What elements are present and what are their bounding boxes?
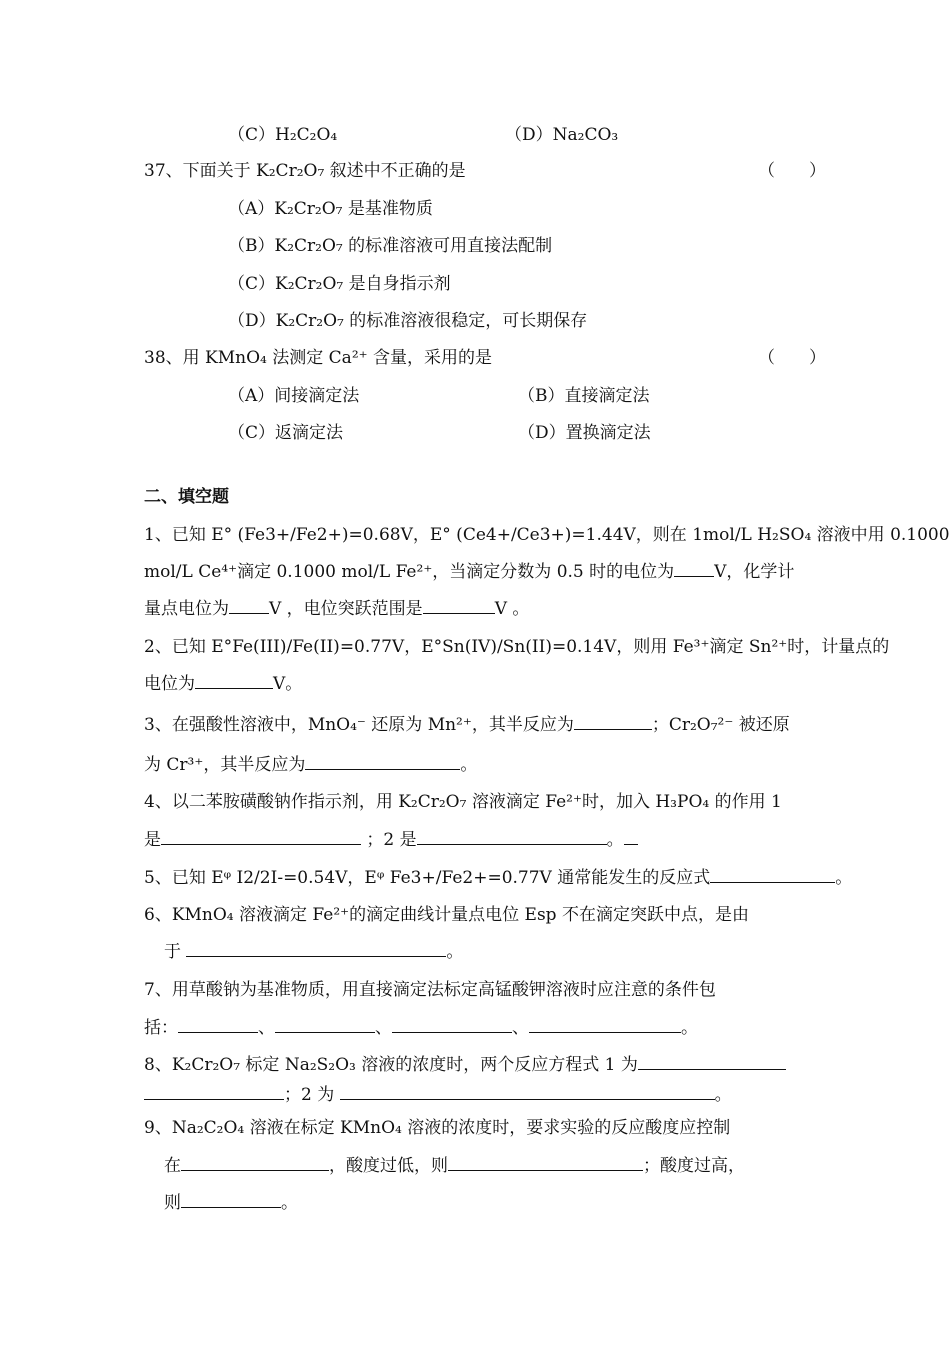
fill-q6-line1: 6、KMnO₄ 溶液滴定 Fe²⁺的滴定曲线计量点电位 Esp 不在滴定突跃中点，是由 bbox=[144, 905, 749, 925]
q38-option-d: （D）置换滴定法 bbox=[518, 423, 651, 443]
q37-option-d: （D）K₂Cr₂O₇ 的标准溶液很稳定，可长期保存 bbox=[228, 311, 588, 331]
q37-option-b: （B）K₂Cr₂O₇ 的标准溶液可用直接法配制 bbox=[228, 236, 553, 256]
fill-q7-blank3[interactable] bbox=[392, 1017, 512, 1033]
fill-q2-blank[interactable] bbox=[195, 673, 273, 689]
fill-q8-line1: 8、K₂Cr₂O₇ 标定 Na₂S₂O₃ 溶液的浓度时，两个反应方程式 1 为 bbox=[144, 1054, 786, 1076]
fill-q8-blank1-cont[interactable] bbox=[144, 1084, 284, 1100]
fill-q5: 5、已知 Eᵠ I2/2I-=0.54V，Eᵠ Fe3+/Fe2+=0.77V 通常能发生的反应式 。 bbox=[144, 868, 853, 888]
fill-q8-blank1[interactable] bbox=[638, 1054, 786, 1070]
fill-q6-line2: 于 。 bbox=[164, 942, 464, 962]
fill-q8-blank2[interactable] bbox=[340, 1084, 715, 1100]
fill-q4-blank2[interactable] bbox=[417, 829, 607, 845]
q37-answer-bracket[interactable]: （ ） bbox=[758, 161, 826, 181]
q36-option-c: （C）H₂C₂O₄ bbox=[228, 125, 338, 145]
fill-q7-line2: 括： 、 、 、 。 bbox=[144, 1018, 698, 1038]
fill-q3-line2: 为 Cr³⁺，其半反应为 。 bbox=[144, 755, 478, 775]
q37-option-a: （A）K₂Cr₂O₇ 是基准物质 bbox=[228, 199, 433, 219]
fill-q2-line1: 2、已知 E°Fe(III)/Fe(II)=0.77V，E°Sn(IV)/Sn(II)=0.14V，则用 Fe³⁺滴定 Sn²⁺时，计量点的 bbox=[144, 637, 890, 657]
fill-q9-line3: 则 。 bbox=[164, 1193, 298, 1213]
fill-q9-blank3[interactable] bbox=[181, 1192, 281, 1208]
q38-stem: 38、用 KMnO₄ 法测定 Ca²⁺ 含量，采用的是 bbox=[144, 348, 493, 368]
fill-q7-blank2[interactable] bbox=[275, 1017, 375, 1033]
q38-option-a: （A）间接滴定法 bbox=[228, 386, 360, 406]
q38-option-c: （C）返滴定法 bbox=[228, 423, 344, 443]
fill-q1-line3: 量点电位为 V ，电位突跃范围是 V 。 bbox=[144, 599, 530, 619]
fill-q7-blank4[interactable] bbox=[529, 1017, 681, 1033]
q37-option-c: （C）K₂Cr₂O₇ 是自身指示剂 bbox=[228, 274, 451, 294]
q36-option-d: （D）Na₂CO₃ bbox=[505, 125, 619, 145]
fill-q6-blank[interactable] bbox=[186, 941, 446, 957]
fill-q7-line1: 7、用草酸钠为基准物质，用直接滴定法标定高锰酸钾溶液时应注意的条件包 bbox=[144, 980, 716, 1000]
fill-q9-blank2[interactable] bbox=[448, 1155, 643, 1171]
q38-option-b: （B）直接滴定法 bbox=[518, 386, 650, 406]
fill-q7-blank1[interactable] bbox=[178, 1017, 258, 1033]
fill-q2-line2: 电位为 V。 bbox=[144, 674, 303, 694]
fill-q4-line1: 4、以二苯胺磺酸钠作指示剂，用 K₂Cr₂O₇ 溶液滴定 Fe²⁺时，加入 H₃PO₄ 的作用 1 bbox=[144, 792, 782, 812]
fill-q4-blank1[interactable] bbox=[161, 829, 361, 845]
fill-q1-line2: mol/L Ce⁴⁺滴定 0.1000 mol/L Fe²⁺，当滴定分数为 0.5 时的电位为 V，化学计 bbox=[144, 562, 795, 582]
fill-q1-line1: 1、已知 E° (Fe3+/Fe2+)=0.68V，E° (Ce4+/Ce3+)=1.44V，则在 1mol/L H₂SO₄ 溶液中用 0.1000 bbox=[144, 525, 950, 545]
fill-q3-line1: 3、在强酸性溶液中，MnO₄⁻ 还原为 Mn²⁺，其半反应为 ；Cr₂O₇²⁻ 被还原 bbox=[144, 715, 790, 735]
fill-q1-blank2[interactable] bbox=[229, 598, 269, 614]
fill-q3-blank1[interactable] bbox=[574, 714, 652, 730]
fill-q1-blank1[interactable] bbox=[674, 561, 714, 577]
fill-q1-blank3[interactable] bbox=[423, 598, 495, 614]
fill-q9-line2: 在 ，酸度过低，则 ；酸度过高， bbox=[164, 1156, 745, 1176]
fill-q9-line1: 9、Na₂C₂O₄ 溶液在标定 KMnO₄ 溶液的浓度时，要求实验的反应酸度应控制 bbox=[144, 1118, 731, 1138]
fill-q8-line2: ；2 为 。 bbox=[144, 1084, 732, 1106]
fill-q5-blank[interactable] bbox=[710, 867, 835, 883]
q37-stem: 37、下面关于 K₂Cr₂O₇ 叙述中不正确的是 bbox=[144, 161, 466, 181]
q38-answer-bracket[interactable]: （ ） bbox=[758, 348, 826, 368]
section-title: 二、填空题 bbox=[144, 487, 229, 507]
fill-q4-line2: 是 ；2 是 。 bbox=[144, 829, 638, 851]
fill-q3-blank2[interactable] bbox=[305, 754, 460, 770]
fill-q9-blank1[interactable] bbox=[181, 1155, 329, 1171]
